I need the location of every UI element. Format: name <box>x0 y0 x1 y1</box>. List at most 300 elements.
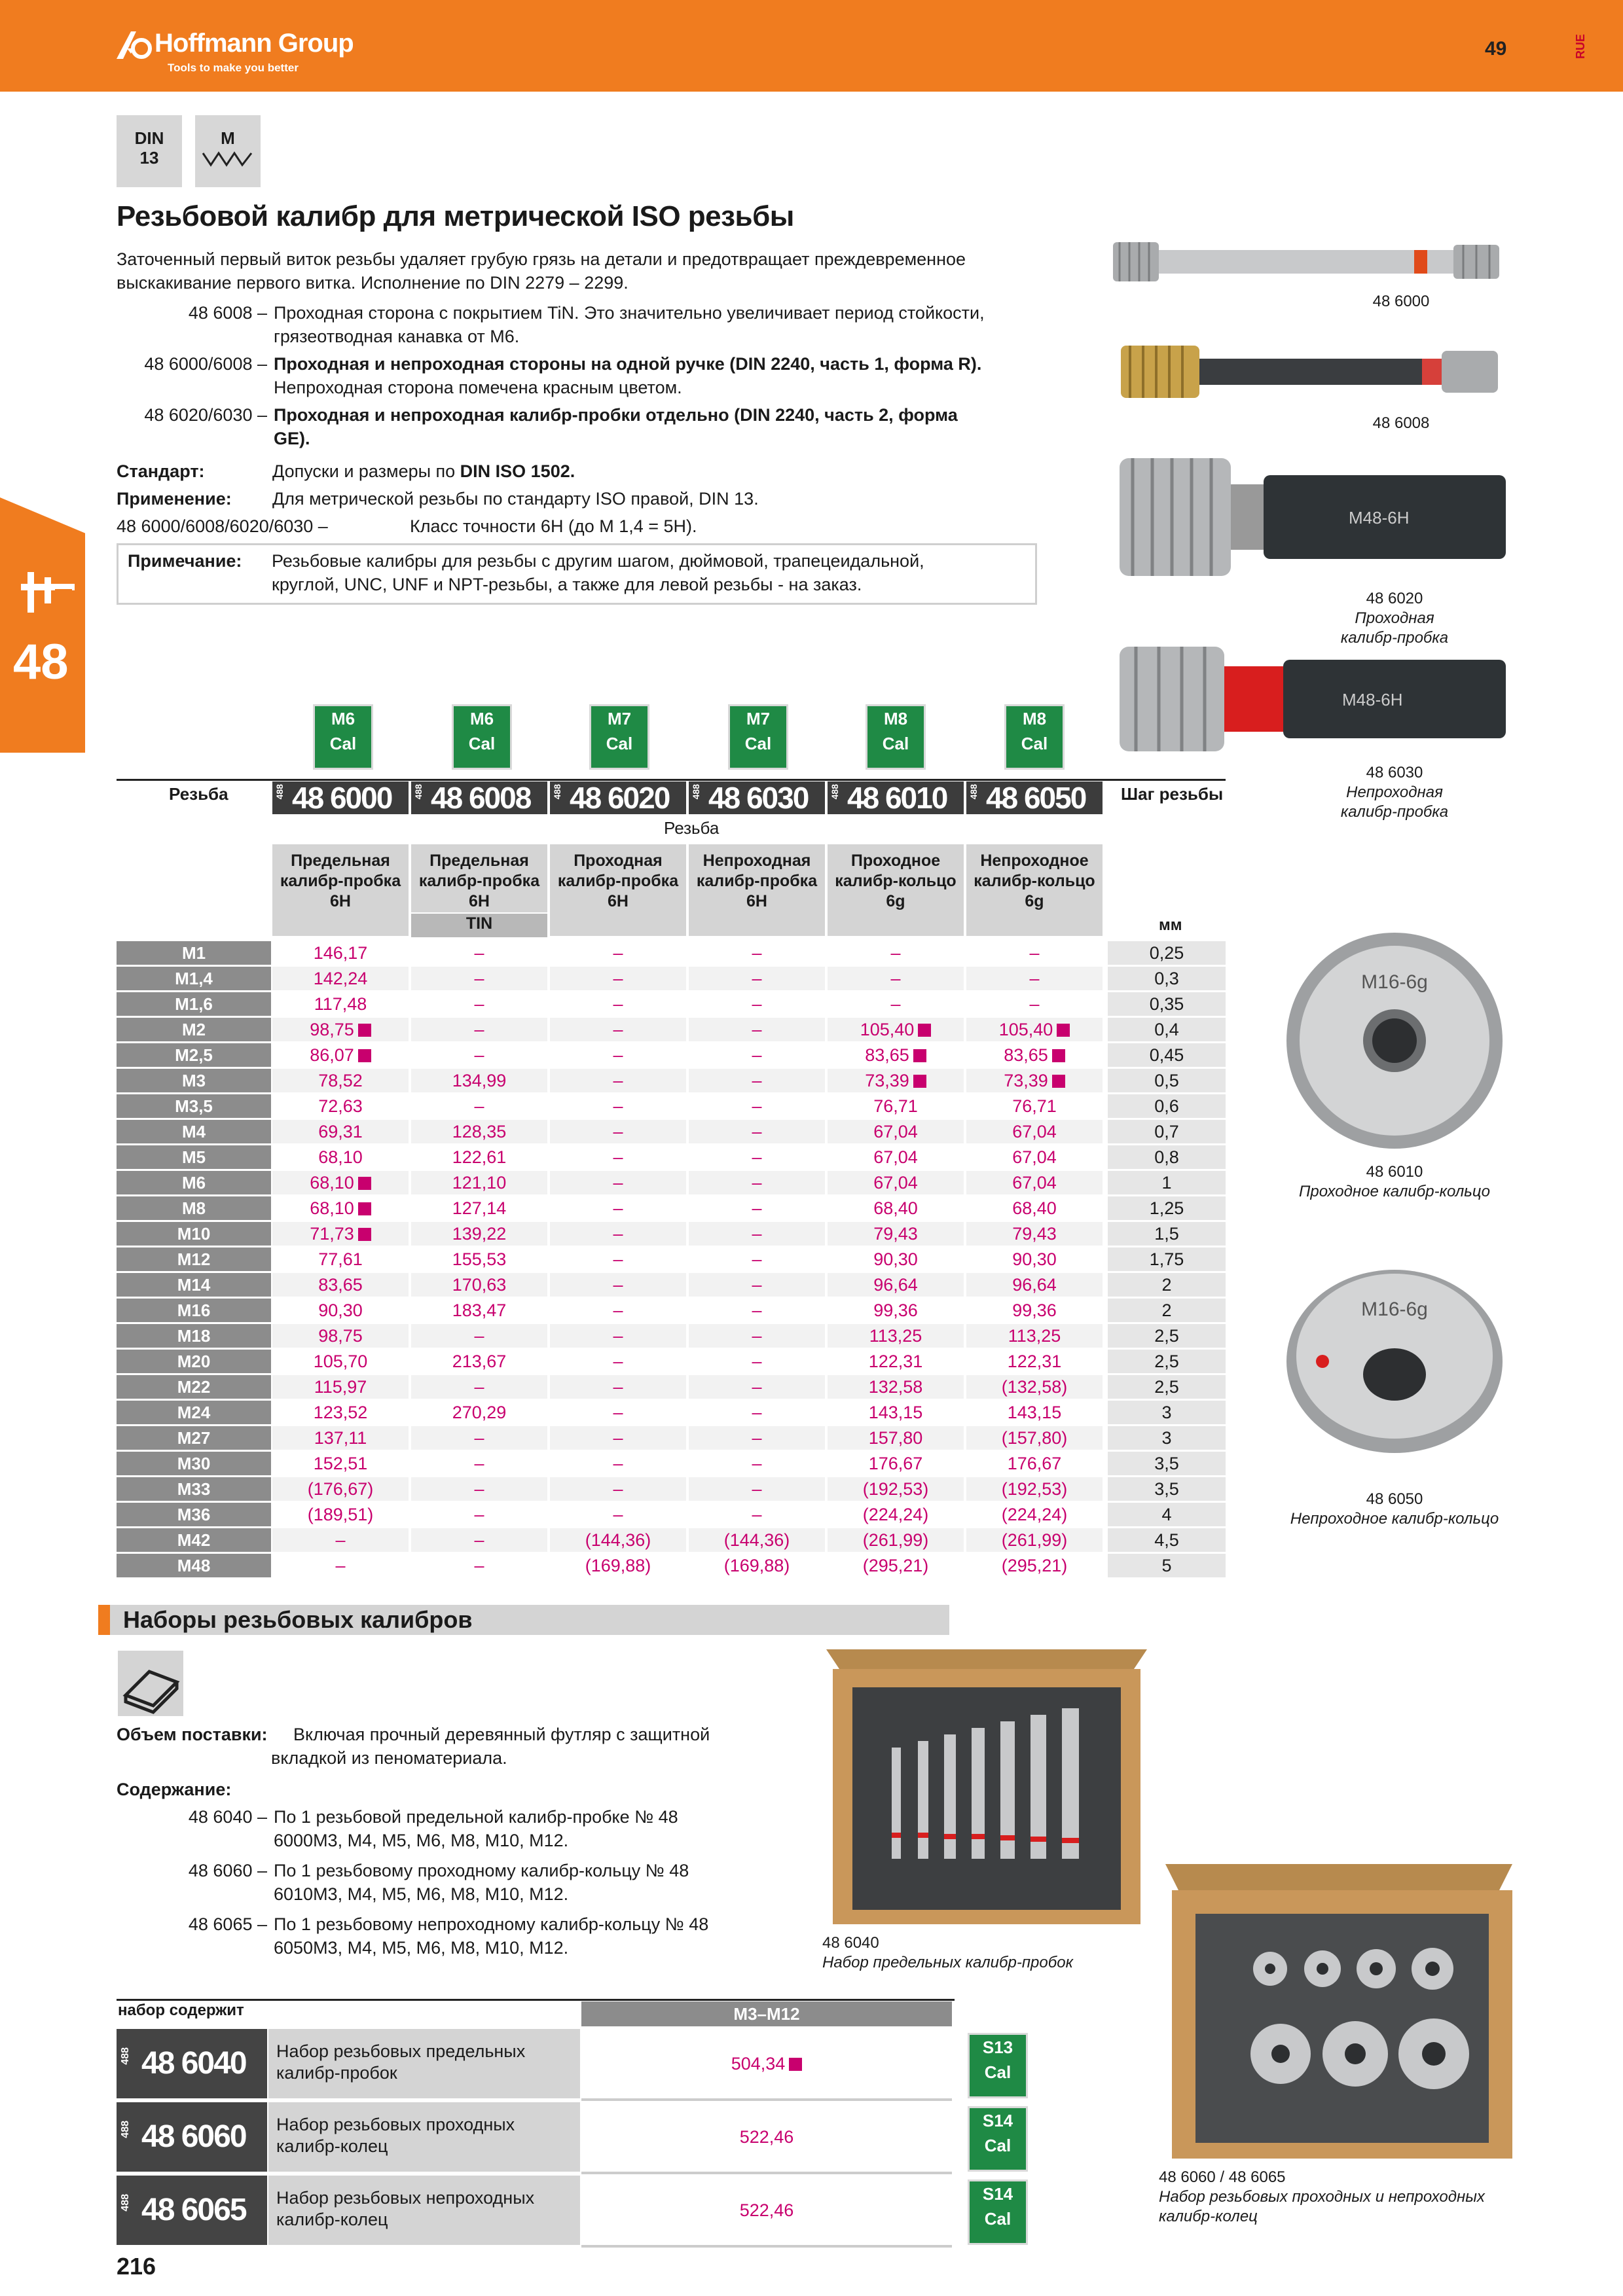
price-value: 113,25 <box>1008 1326 1061 1346</box>
price-cell <box>550 1503 686 1526</box>
price-cell <box>550 967 686 990</box>
thread-size: M42 <box>117 1528 271 1552</box>
cal-label: Cal <box>984 2136 1012 2155</box>
price-value: – <box>613 1505 623 1524</box>
price-value: 83,65 <box>865 1045 909 1065</box>
price-value: – <box>752 1326 762 1346</box>
photo-caption <box>1283 763 1506 822</box>
price-value: 117,48 <box>314 994 367 1014</box>
price-cell <box>272 1299 409 1322</box>
content-line: 6050M3, M4, M5, M6, M8, M10, M12. <box>274 1938 569 1958</box>
price-cell <box>550 1043 686 1067</box>
price-value: 98,75 <box>310 1020 354 1039</box>
price-value: (224,24) <box>1001 1505 1068 1524</box>
description-line: калибр-пробка <box>280 872 401 890</box>
price-cell <box>689 1222 825 1246</box>
price-cell <box>411 1477 547 1501</box>
stock-marker-icon <box>918 1024 931 1037</box>
catalog-prefix: 488 <box>120 2047 131 2065</box>
price-cell <box>828 1171 964 1194</box>
engraving: M16-6g <box>1361 1299 1428 1320</box>
price-cell <box>550 1350 686 1373</box>
price-value: – <box>1029 969 1040 988</box>
price-cell <box>550 1094 686 1118</box>
thread-pitch: 3 <box>1108 1401 1226 1424</box>
column-code-text: 48 6030 <box>708 781 809 815</box>
thread-size: M8 <box>117 1196 271 1220</box>
thread-size: M24 <box>117 1401 271 1424</box>
stock-marker-icon <box>358 1049 371 1062</box>
price-cell <box>550 1273 686 1297</box>
price-cell <box>411 1222 547 1246</box>
price-value: – <box>474 969 484 988</box>
price-cell <box>689 1120 825 1143</box>
price-value: – <box>613 1122 623 1141</box>
content-code: 48 6060 – <box>188 1861 267 1880</box>
set-code-text: 48 6065 <box>141 2193 246 2227</box>
price-value: – <box>335 1556 346 1575</box>
price-cell <box>966 1554 1103 1577</box>
price-cell <box>966 1375 1103 1399</box>
price-value: – <box>613 1428 623 1448</box>
price-value: (192,53) <box>1001 1479 1068 1499</box>
thread-size: M1,6 <box>117 992 271 1016</box>
price-value: 72,63 <box>318 1096 363 1116</box>
price-cell <box>272 1350 409 1373</box>
price-cell <box>272 1018 409 1041</box>
photo-caption <box>1283 589 1506 648</box>
price-value: 78,52 <box>318 1071 363 1090</box>
standard-text: Допуски и размеры по <box>272 461 460 481</box>
price-cell <box>411 992 547 1016</box>
delivery-row <box>117 1723 710 1770</box>
thread-pitch: 4,5 <box>1108 1528 1226 1552</box>
accuracy-code: 48 6000/6008/6020/6030 – <box>117 516 328 536</box>
content-item <box>117 1912 758 1960</box>
cal-badge <box>968 2033 1028 2098</box>
price-cell <box>828 1324 964 1348</box>
feature-code: 48 6020/6030 – <box>144 405 267 425</box>
price-value: 143,15 <box>868 1403 923 1422</box>
stock-marker-icon <box>358 1202 371 1215</box>
set-price-value: 504,34 <box>731 2054 786 2073</box>
price-value: 122,31 <box>868 1352 923 1371</box>
price-cell <box>966 1324 1103 1348</box>
price-value: 99,36 <box>873 1300 918 1320</box>
price-cell <box>411 1375 547 1399</box>
thread-pitch: 4 <box>1108 1503 1226 1526</box>
column-code <box>550 781 686 814</box>
price-value: 123,52 <box>313 1403 368 1422</box>
price-cell <box>689 1273 825 1297</box>
coating-label: TIN <box>411 912 547 937</box>
price-value: 122,61 <box>452 1147 507 1167</box>
price-cell <box>966 1401 1103 1424</box>
price-value: – <box>474 1326 484 1346</box>
price-cell <box>689 1094 825 1118</box>
cal-badge <box>968 2106 1028 2172</box>
price-cell <box>966 1145 1103 1169</box>
price-value: – <box>890 994 901 1014</box>
feature-code: 48 6008 – <box>188 303 267 323</box>
column-code-text: 48 6010 <box>847 781 947 815</box>
price-cell <box>272 1324 409 1348</box>
price-value: (261,99) <box>862 1530 929 1550</box>
description-line: калибр-кольцо <box>835 872 957 890</box>
price-cell <box>411 1452 547 1475</box>
price-cell <box>966 1350 1103 1373</box>
feature-item <box>117 352 1053 399</box>
thread-pitch: 2,5 <box>1108 1350 1226 1373</box>
feature-line: GE). <box>274 429 310 448</box>
price-value: – <box>474 1377 484 1397</box>
caliper-icon <box>18 569 77 615</box>
stock-marker-icon <box>1052 1075 1065 1088</box>
thread-size: M2,5 <box>117 1043 271 1067</box>
catalog-prefix: 488 <box>552 784 562 800</box>
content-list <box>117 1805 758 1960</box>
price-value: 183,47 <box>452 1300 507 1320</box>
thread-size: M20 <box>117 1350 271 1373</box>
no-go-thread-plug-image <box>1120 640 1512 758</box>
price-cell <box>966 967 1103 990</box>
price-value: 170,63 <box>452 1275 507 1295</box>
catalog-prefix: 488 <box>691 784 701 800</box>
chapter-tab <box>0 497 85 753</box>
thread-pitch: 3,5 <box>1108 1477 1226 1501</box>
page-number: 216 <box>117 2253 156 2280</box>
price-value: (157,80) <box>1001 1428 1068 1448</box>
price-cell <box>828 1018 964 1041</box>
photo-caption <box>1159 2168 1578 2227</box>
price-cell <box>689 1043 825 1067</box>
price-value: 69,31 <box>318 1122 363 1141</box>
price-value: – <box>474 1556 484 1575</box>
photo-caption-text: Проходная калибр-пробка <box>1340 609 1449 647</box>
thread-pitch: 0,4 <box>1108 1018 1226 1041</box>
price-cell <box>689 992 825 1016</box>
price-value: – <box>752 1198 762 1218</box>
price-value: 71,73 <box>310 1224 354 1244</box>
price-cell <box>411 1094 547 1118</box>
plug-gauge-set-image <box>826 1649 1154 1931</box>
price-value: – <box>474 1096 484 1116</box>
thread-pitch: 0,6 <box>1108 1094 1226 1118</box>
price-value: (261,99) <box>1001 1530 1068 1550</box>
thread-pitch: 5 <box>1108 1554 1226 1577</box>
set-price <box>581 2102 952 2174</box>
set-code <box>117 2102 267 2172</box>
price-cell <box>411 1018 547 1041</box>
price-cell <box>689 1145 825 1169</box>
thread-pitch: 0,25 <box>1108 941 1226 965</box>
price-cell <box>272 1069 409 1092</box>
price-cell <box>828 967 964 990</box>
stock-marker-icon <box>1057 1024 1070 1037</box>
price-cell <box>411 1554 547 1577</box>
price-value: – <box>752 1505 762 1524</box>
set-description <box>268 2029 580 2098</box>
price-cell <box>411 1171 547 1194</box>
price-value: – <box>613 1198 623 1218</box>
price-value: 176,67 <box>1007 1454 1062 1473</box>
price-cell <box>272 1043 409 1067</box>
price-value: (144,36) <box>585 1530 651 1550</box>
column-code <box>966 781 1103 814</box>
go-thread-plug-image <box>1120 452 1512 583</box>
column-description <box>966 844 1103 936</box>
note-line: Резьбовые калибры для резьбы с другим шагом, дюймовой, трапецеидальной, <box>272 551 924 571</box>
cal-code: S14 <box>982 2184 1013 2204</box>
thread-pitch: 1,75 <box>1108 1247 1226 1271</box>
price-cell <box>828 1452 964 1475</box>
price-value: – <box>613 1403 623 1422</box>
price-value: – <box>752 1173 762 1193</box>
price-value: 137,11 <box>314 1428 367 1448</box>
price-cell <box>689 1324 825 1348</box>
price-value: 68,40 <box>873 1198 918 1218</box>
delivery-line: Включая прочный деревянный футляр с защитной <box>293 1725 710 1744</box>
price-value: 67,04 <box>873 1147 918 1167</box>
stock-marker-icon <box>358 1228 371 1241</box>
price-cell <box>689 1375 825 1399</box>
price-value: – <box>752 1122 762 1141</box>
photo-code: 48 6020 <box>1366 590 1423 607</box>
price-value: (295,21) <box>1001 1556 1068 1575</box>
price-value: – <box>613 943 623 963</box>
price-cell <box>411 1299 547 1322</box>
din-label: DIN <box>134 128 164 148</box>
price-cell <box>411 1401 547 1424</box>
price-cell <box>411 1273 547 1297</box>
price-value: 122,31 <box>1007 1352 1062 1371</box>
column-code <box>828 781 964 814</box>
thread-pitch: 3,5 <box>1108 1452 1226 1475</box>
price-value: – <box>890 969 901 988</box>
thread-size: M36 <box>117 1503 271 1526</box>
price-cell <box>550 1196 686 1220</box>
price-value: (189,51) <box>307 1505 374 1524</box>
accuracy-row <box>117 514 697 538</box>
engraving: M16-6g <box>1361 971 1428 993</box>
description-line: 6g <box>886 892 905 910</box>
price-value: 213,67 <box>452 1352 507 1371</box>
price-cell <box>828 1145 964 1169</box>
sets-table-label: набор содержит <box>118 2001 244 2019</box>
note-content <box>128 549 924 596</box>
price-cell <box>828 1120 964 1143</box>
cal-label: Cal <box>329 734 357 753</box>
price-cell <box>550 1222 686 1246</box>
content-label: Содержание: <box>117 1780 232 1799</box>
price-value: 90,30 <box>318 1300 363 1320</box>
price-cell <box>828 941 964 965</box>
price-value: – <box>474 1020 484 1039</box>
price-value: – <box>613 1454 623 1473</box>
no-go-thread-ring-image <box>1283 1244 1506 1466</box>
price-cell <box>966 992 1103 1016</box>
thread-pitch: 2 <box>1108 1299 1226 1322</box>
cal-size: M6 <box>469 709 494 728</box>
cal-label: Cal <box>468 734 496 753</box>
photo-caption-text: Непроходное калибр-кольцо <box>1290 1510 1499 1528</box>
price-value: 83,65 <box>1004 1045 1048 1065</box>
price-value: 99,36 <box>1012 1300 1057 1320</box>
thread-size: M27 <box>117 1426 271 1450</box>
set-price <box>581 2176 952 2248</box>
photo-code: 48 6030 <box>1366 764 1423 781</box>
column-code <box>411 781 547 814</box>
thread-plug-gauge-image <box>1113 236 1506 288</box>
engraving: M48-6H <box>1342 690 1403 709</box>
go-thread-ring-image <box>1283 929 1506 1152</box>
price-value: 113,25 <box>869 1326 922 1346</box>
price-cell <box>550 1324 686 1348</box>
page-title: Резьбовой калибр для метрической ISO резьбы <box>117 200 794 232</box>
price-cell <box>411 1247 547 1271</box>
price-value: 67,04 <box>873 1173 918 1193</box>
price-value: 98,75 <box>318 1326 363 1346</box>
price-value: (295,21) <box>862 1556 929 1575</box>
price-cell <box>828 1069 964 1092</box>
price-cell <box>689 1528 825 1552</box>
content-line: 6010M3, M4, M5, M6, M8, M10, M12. <box>274 1884 569 1904</box>
brand-name: Hoffmann Group <box>155 29 354 58</box>
application-row <box>117 487 759 511</box>
description-line: Предельная <box>291 852 390 870</box>
catalog-prefix: 488 <box>120 2121 131 2138</box>
price-cell <box>272 1120 409 1143</box>
price-cell <box>272 1401 409 1424</box>
wooden-case-icon <box>117 1649 185 1717</box>
thread-size: M14 <box>117 1273 271 1297</box>
price-value: – <box>752 1096 762 1116</box>
price-value: – <box>613 1224 623 1244</box>
description-line: Непроходное <box>980 852 1089 870</box>
thread-pitch: 2 <box>1108 1273 1226 1297</box>
price-cell <box>272 1222 409 1246</box>
price-value: – <box>613 969 623 988</box>
set-description-line: калибр-пробок <box>276 2063 397 2083</box>
photo-caption <box>1270 1490 1519 1529</box>
price-cell <box>689 1350 825 1373</box>
photo-code: 48 6000 <box>1372 293 1430 310</box>
thread-label: M <box>221 128 235 148</box>
price-value: 105,70 <box>313 1352 368 1371</box>
price-cell <box>550 1120 686 1143</box>
feature-line: Проходная и непроходная стороны на одной ручке (DIN 2240, часть 1, форма R). <box>274 354 982 374</box>
price-value: 105,40 <box>860 1020 915 1039</box>
set-description-line: калибр-колец <box>276 2210 388 2229</box>
price-cell <box>272 1528 409 1552</box>
price-cell <box>828 1401 964 1424</box>
sets-table-rule <box>117 1999 955 2001</box>
photo-caption-text: Проходное калибр-кольцо <box>1299 1183 1490 1200</box>
language-code: RUE <box>1574 34 1587 60</box>
price-cell <box>689 1401 825 1424</box>
price-cell <box>272 1452 409 1475</box>
set-description-line: Набор резьбовых проходных <box>276 2115 515 2134</box>
price-cell <box>272 1375 409 1399</box>
thread-pitch: 2,5 <box>1108 1324 1226 1348</box>
price-cell <box>272 941 409 965</box>
description-line: 6g <box>1025 892 1044 910</box>
price-value: – <box>474 1045 484 1065</box>
price-cell <box>966 1426 1103 1450</box>
cal-size: M7 <box>607 709 632 728</box>
price-value: – <box>335 1530 346 1550</box>
price-cell <box>411 967 547 990</box>
delivery-line: вкладкой из пеноматериала. <box>271 1748 507 1768</box>
price-value: – <box>613 1020 623 1039</box>
photo-caption-text: калибр-колец <box>1159 2208 1258 2225</box>
engraving: M48-6H <box>1349 508 1410 528</box>
section-accent <box>98 1605 110 1635</box>
price-value: 67,04 <box>1012 1173 1057 1193</box>
price-value: – <box>474 943 484 963</box>
price-cell <box>689 1196 825 1220</box>
chapter-number: 48 <box>13 634 69 690</box>
catalog-prefix: 488 <box>830 784 840 800</box>
price-value: 90,30 <box>873 1249 918 1269</box>
thread-pitch: 0,3 <box>1108 967 1226 990</box>
note-line: круглой, UNC, UNF и NPT-резьбы, а также для левой резьбы - на заказ. <box>272 575 862 594</box>
price-value: 139,22 <box>452 1224 507 1244</box>
price-cell <box>411 941 547 965</box>
cal-badge <box>866 704 926 770</box>
content-code: 48 6065 – <box>188 1914 267 1934</box>
price-cell <box>966 1069 1103 1092</box>
price-value: – <box>613 1096 623 1116</box>
price-cell <box>411 1069 547 1092</box>
thread-pitch: 0,45 <box>1108 1043 1226 1067</box>
price-cell <box>966 1222 1103 1246</box>
thread-size: M33 <box>117 1477 271 1501</box>
delivery-label: Объем поставки: <box>117 1725 268 1744</box>
price-value: 68,10 <box>310 1198 354 1218</box>
thread-size: M12 <box>117 1247 271 1271</box>
cal-badge <box>968 2179 1028 2245</box>
price-cell <box>411 1324 547 1348</box>
thread-size: M4 <box>117 1120 271 1143</box>
price-cell <box>550 1426 686 1450</box>
set-price-value: 522,46 <box>739 2127 794 2147</box>
set-code <box>117 2029 267 2098</box>
price-value: 127,14 <box>452 1198 507 1218</box>
price-cell <box>689 1171 825 1194</box>
price-cell <box>550 1528 686 1552</box>
column-description <box>411 844 547 936</box>
price-value: – <box>1029 994 1040 1014</box>
sets-range: M3–M12 <box>581 2001 952 2026</box>
price-cell <box>828 1503 964 1526</box>
price-value: 157,80 <box>868 1428 923 1448</box>
price-cell <box>689 1069 825 1092</box>
intro-line: выскакивание первого витка. Исполнение по DIN 2279 – 2299. <box>117 273 629 293</box>
thread-pitch: 1 <box>1108 1171 1226 1194</box>
price-value: 128,35 <box>452 1122 507 1141</box>
photo-caption <box>1270 1162 1519 1202</box>
price-cell <box>550 1018 686 1041</box>
price-cell <box>272 1247 409 1271</box>
price-cell <box>828 992 964 1016</box>
price-cell <box>966 1477 1103 1501</box>
din-number: 13 <box>139 148 159 168</box>
cal-code: S14 <box>982 2111 1013 2130</box>
price-value: – <box>752 1045 762 1065</box>
standard-label: Стандарт: <box>117 461 205 481</box>
price-value: – <box>752 1275 762 1295</box>
